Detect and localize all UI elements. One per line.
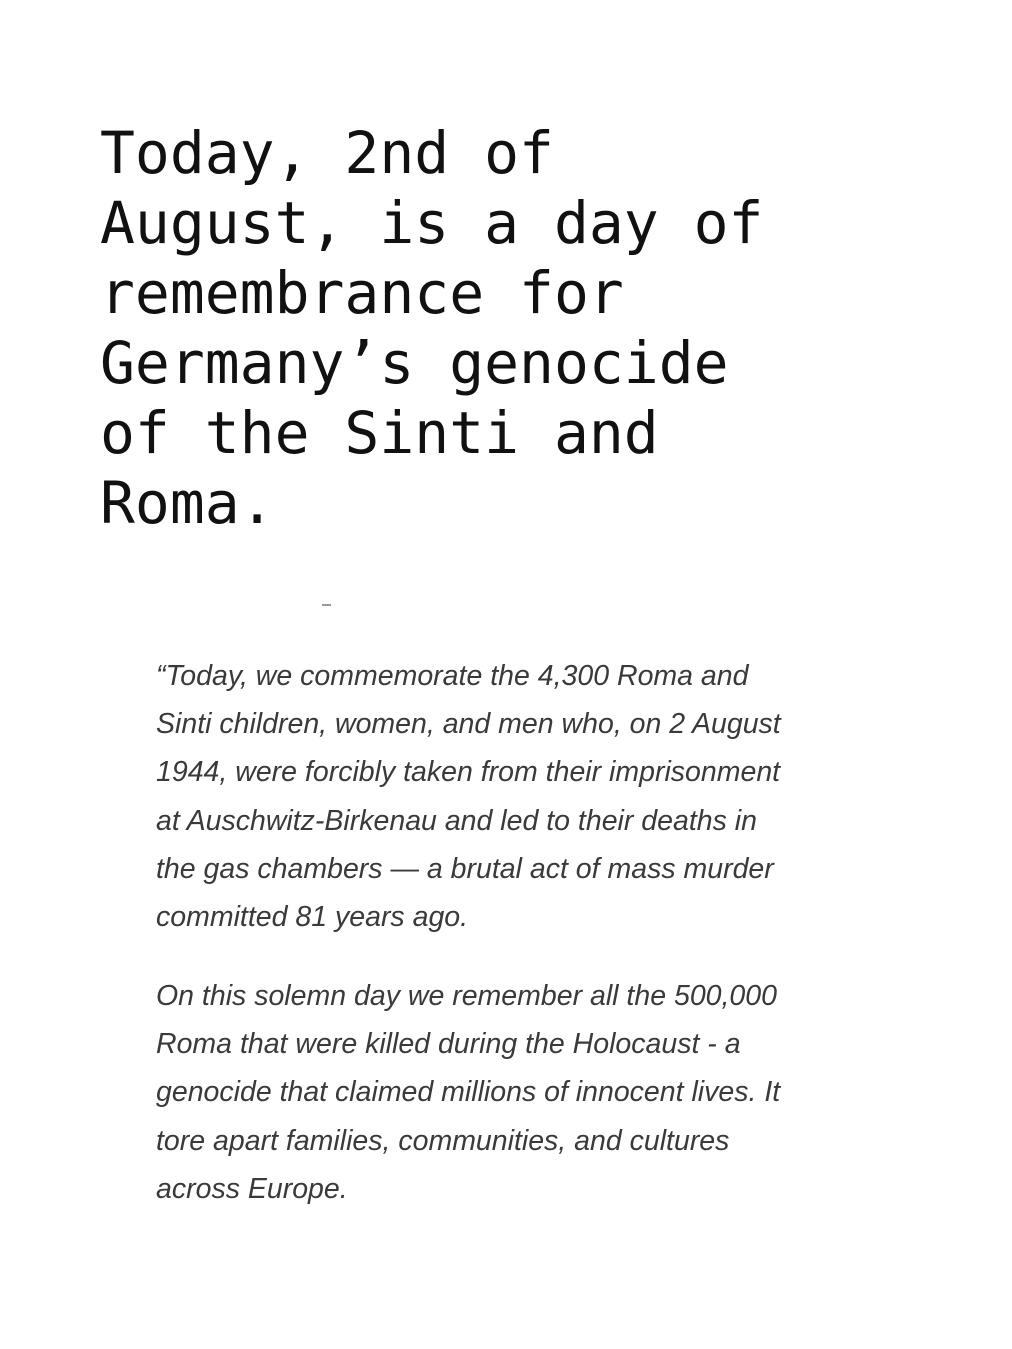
quote-line: On this solemn day we remember all the 500,000 xyxy=(156,980,777,1012)
headline-line: Roma. xyxy=(100,469,275,537)
divider-dash xyxy=(322,604,331,606)
headline-line: August, is a day of xyxy=(100,189,764,257)
quote-line: at Auschwitz-Birkenau and led to their deaths in xyxy=(156,804,757,837)
headline-line: of the Sinti and xyxy=(100,399,659,467)
headline-line: Today, 2nd of xyxy=(100,119,554,187)
quote-line: 1944, were forcibly taken from their imprisonment xyxy=(156,756,781,789)
quote-line: the gas chambers — a brutal act of mass murder xyxy=(156,852,774,885)
quote-line: Sinti children, women, and men who, on 2 August xyxy=(156,708,781,741)
quote-line: Roma that were killed during the Holocaust - a xyxy=(156,1028,741,1061)
headline xyxy=(100,118,920,538)
quote-line: “Today, we commemorate the 4,300 Roma and xyxy=(156,660,749,692)
quote-paragraph-1 xyxy=(156,652,896,941)
quote-line: across Europe. xyxy=(156,1172,348,1205)
quote-line: tore apart families, communities, and cultures xyxy=(156,1124,730,1157)
headline-line: remembrance for xyxy=(100,259,624,327)
quote-line: genocide that claimed millions of innocent lives. It xyxy=(156,1076,781,1109)
headline-line: Germany’s genocide xyxy=(100,329,729,397)
quote-line: committed 81 years ago. xyxy=(156,901,469,934)
quote-paragraph-2 xyxy=(156,972,896,1213)
